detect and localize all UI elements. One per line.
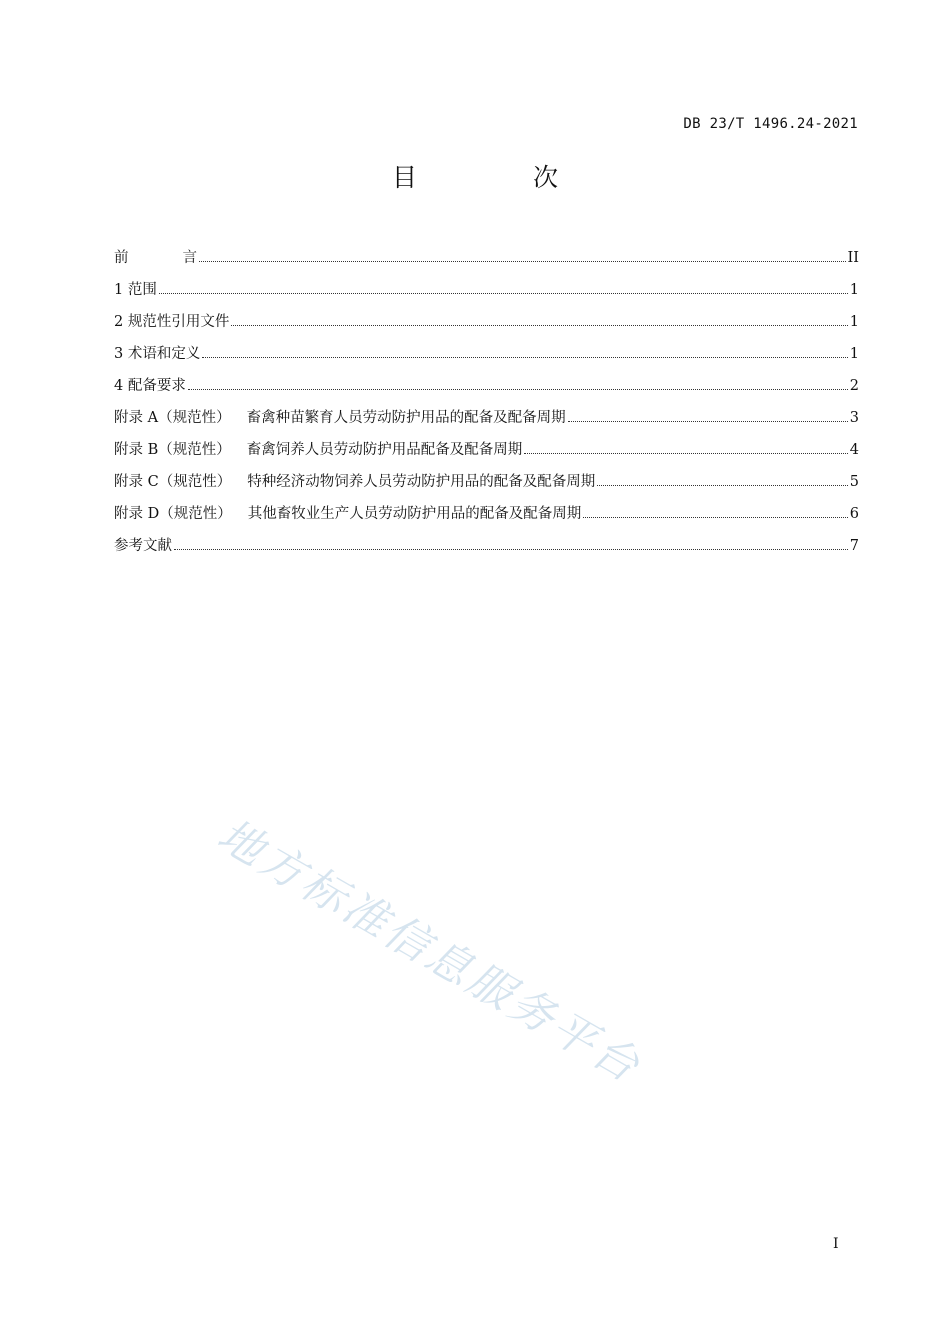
page-number: I: [833, 1236, 839, 1252]
toc-entry-label: 4 配备要求: [114, 378, 186, 394]
toc-entry-normative-references[interactable]: [114, 310, 859, 342]
annex-title: 畜禽种苗繁育人员劳动防护用品的配备及配备周期: [246, 410, 566, 426]
toc-page-number: 1: [849, 282, 859, 298]
toc-entry-label: [114, 407, 566, 429]
toc-page-number: II: [847, 250, 859, 266]
toc-page-number: 3: [849, 410, 859, 426]
toc-dot-leader: [524, 438, 848, 454]
toc-entry-label: [114, 439, 522, 461]
toc-dot-leader: [583, 502, 848, 518]
table-of-contents: [114, 246, 859, 566]
toc-entry-annex-a[interactable]: [114, 406, 859, 438]
toc-entry-scope[interactable]: [114, 278, 859, 310]
toc-entry-terms-definitions[interactable]: [114, 342, 859, 374]
annex-prefix: 附录 C（规范性）: [114, 474, 232, 490]
toc-entry-label: 2 规范性引用文件: [114, 314, 230, 330]
toc-page-number: 7: [849, 538, 859, 554]
toc-page-number: 5: [849, 474, 859, 490]
annex-title: 其他畜牧业生产人员劳动防护用品的配备及配备周期: [247, 506, 582, 522]
toc-entry-bibliography[interactable]: [114, 534, 859, 566]
toc-entry-label: 前 言: [114, 250, 197, 266]
toc-page-number: 4: [849, 442, 859, 458]
toc-page-number: 2: [849, 378, 859, 394]
annex-title: 特种经济动物饲养人员劳动防护用品的配备及配备周期: [247, 474, 596, 490]
toc-entry-label: 参考文献: [114, 538, 172, 554]
toc-entry-annex-d[interactable]: [114, 502, 859, 534]
page-title: 目 次: [392, 163, 612, 192]
toc-dot-leader: [174, 534, 848, 550]
toc-dot-leader: [199, 246, 846, 262]
toc-entry-label: [114, 471, 595, 493]
toc-entry-label: [114, 503, 581, 525]
toc-entry-label: 3 术语和定义: [114, 346, 201, 362]
toc-page-number: 1: [849, 346, 859, 362]
toc-entry-annex-b[interactable]: [114, 438, 859, 470]
annex-prefix: 附录 A（规范性）: [114, 410, 231, 426]
toc-entry-annex-c[interactable]: [114, 470, 859, 502]
annex-prefix: 附录 D（规范性）: [114, 506, 232, 522]
toc-entry-foreword[interactable]: [114, 246, 859, 278]
toc-dot-leader: [597, 470, 848, 486]
toc-entry-requirements[interactable]: [114, 374, 859, 406]
toc-dot-leader: [231, 310, 847, 326]
annex-title: 畜禽饲养人员劳动防护用品配备及配备周期: [246, 442, 523, 458]
toc-dot-leader: [188, 374, 848, 390]
toc-page-number: 1: [849, 314, 859, 330]
toc-dot-leader: [568, 406, 848, 422]
toc-page-number: 6: [849, 506, 859, 522]
toc-dot-leader: [159, 278, 848, 294]
toc-dot-leader: [202, 342, 847, 358]
watermark: 地方标准信息服务平台: [209, 809, 651, 1094]
standard-code: DB 23/T 1496.24-2021: [683, 116, 858, 132]
annex-prefix: 附录 B（规范性）: [114, 442, 231, 458]
toc-entry-label: 1 范围: [114, 282, 157, 298]
